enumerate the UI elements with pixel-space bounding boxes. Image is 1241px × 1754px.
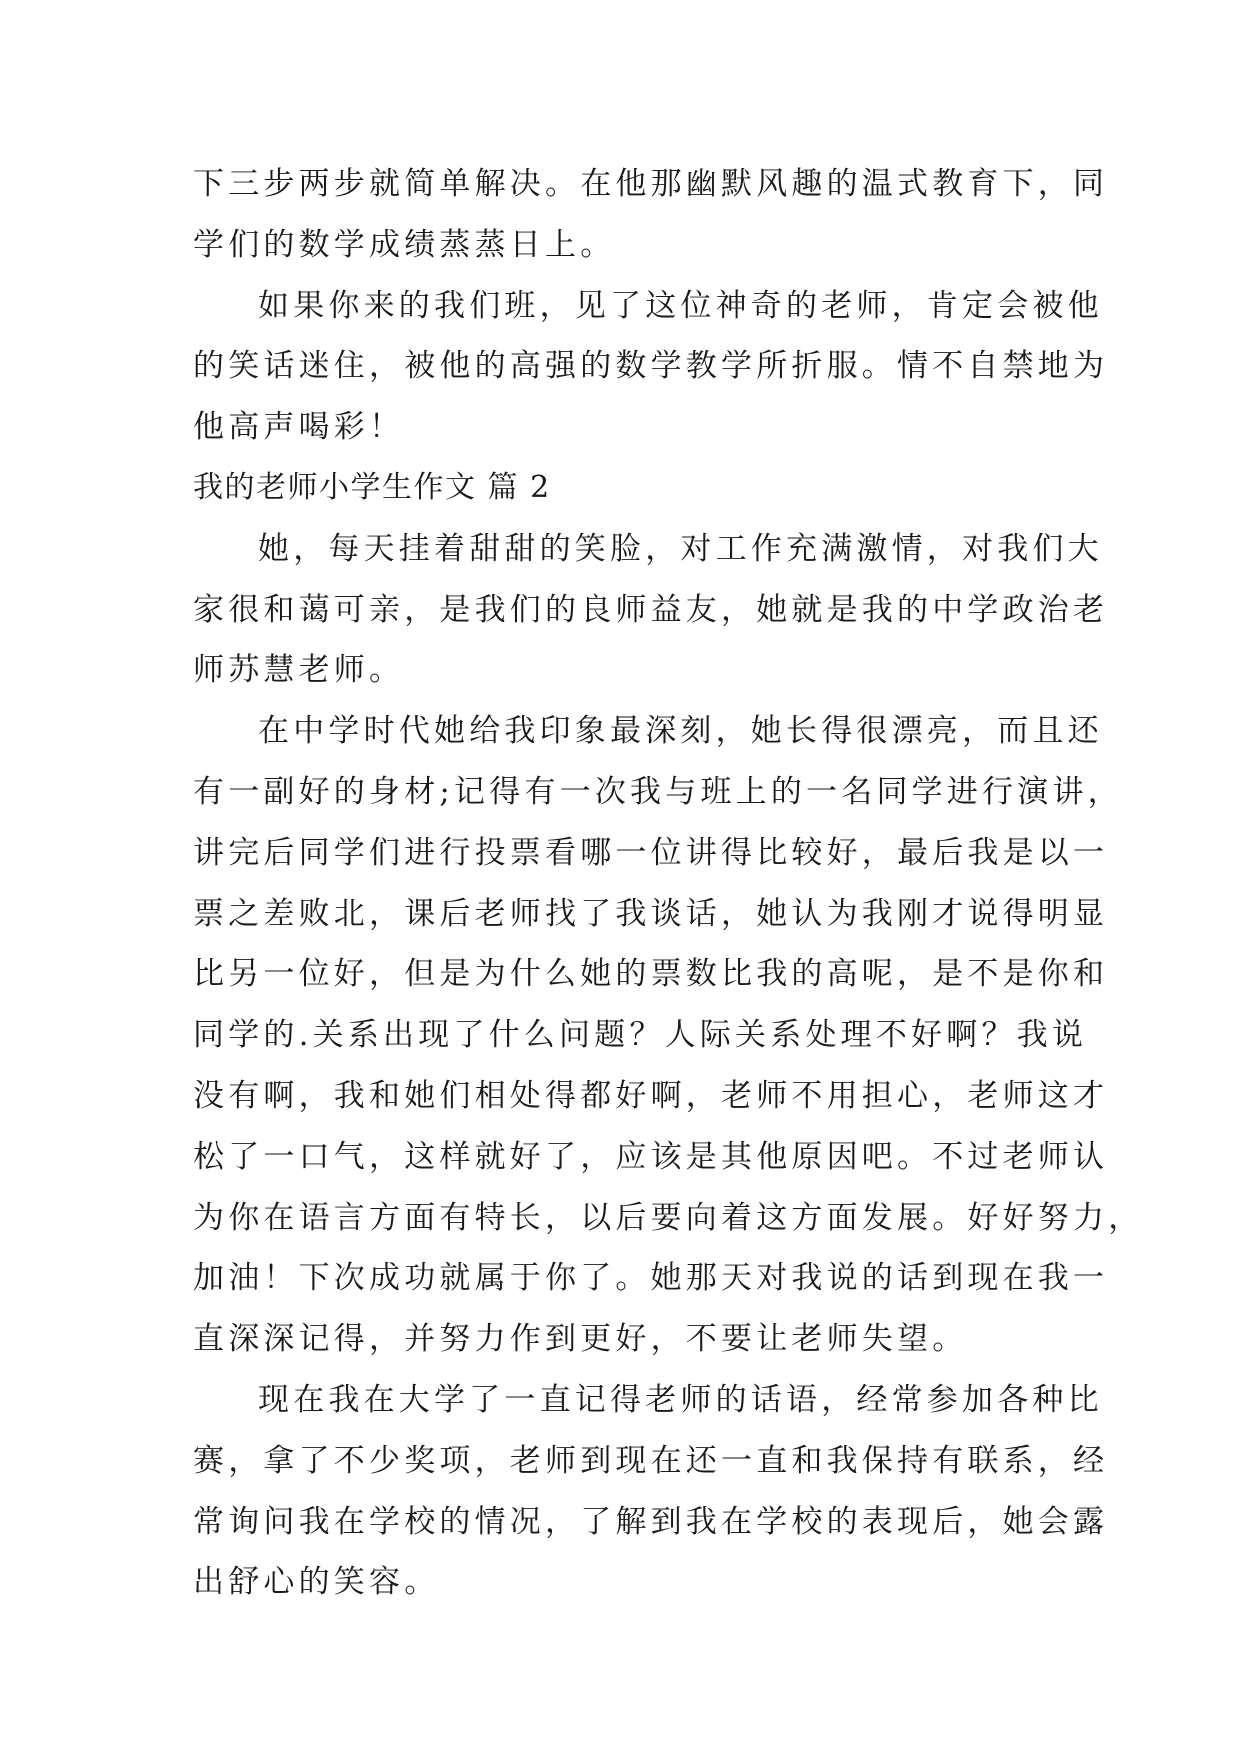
paragraph-line: 松了一口气，这样就好了，应该是其他原因吧。不过老师认	[193, 1138, 1109, 1175]
paragraph-line: 直深深记得，并努力作到更好，不要让老师失望。	[193, 1321, 968, 1358]
section-heading	[193, 458, 1051, 519]
paragraph	[193, 154, 1109, 276]
paragraph-line: 在中学时代她给我印象最深刻，她长得很漂亮，而且还	[258, 713, 1103, 750]
paragraph-line: 如果你来的我们班，见了这位神奇的老师，肯定会被他	[258, 287, 1103, 324]
paragraph-line: 现在我在大学了一直记得老师的话语，经常参加各种比	[258, 1381, 1103, 1418]
paragraph-line: 她，每天挂着甜甜的笑脸，对工作充满激情，对我们大	[258, 530, 1103, 567]
paragraph-line: 票之差败北，课后老师找了我谈话，她认为我刚才说得明显	[193, 895, 1109, 932]
paragraph-line: 赛，拿了不少奖项，老师到现在还一直和我保持有联系，经	[193, 1442, 1109, 1479]
paragraph	[193, 519, 1109, 701]
heading-text: 我的老师小学生作文 篇 2	[193, 469, 551, 505]
paragraph-line: 的笑话迷住，被他的高强的数学教学所折服。情不自禁地为	[193, 348, 1109, 385]
paragraph-line: 常询问我在学校的情况，了解到我在学校的表现后，她会露	[193, 1503, 1109, 1540]
paragraph-line: 讲完后同学们进行投票看哪一位讲得比较好，最后我是以一	[193, 834, 1109, 871]
paragraph-line: 家很和蔼可亲，是我们的良师益友，她就是我的中学政治老	[193, 591, 1109, 628]
paragraph-line: 出舒心的笑容。	[193, 1564, 440, 1601]
paragraph-line: 为你在语言方面有特长，以后要向着这方面发展。好好努力，	[193, 1199, 1144, 1236]
paragraph-line: 学们的数学成绩蒸蒸日上。	[193, 226, 616, 263]
paragraph-line: 加油！下次成功就属于你了。她那天对我说的话到现在我一	[193, 1260, 1109, 1297]
paragraph-line: 师苏慧老师。	[193, 652, 405, 689]
paragraph-line: 他高声喝彩！	[193, 409, 405, 446]
paragraph	[193, 701, 1144, 1370]
paragraph-line: 没有啊，我和她们相处得都好啊，老师不用担心，老师这才	[193, 1077, 1109, 1114]
paragraph	[193, 276, 1109, 458]
paragraph-line: 有一副好的身材;记得有一次我与班上的一名同学进行演讲，	[193, 773, 1123, 810]
document-body	[193, 154, 1144, 1613]
paragraph-line: 同学的.关系出现了什么问题？人际关系处理不好啊？我说	[193, 1017, 1088, 1054]
paragraph	[193, 1370, 1109, 1613]
paragraph-line: 下三步两步就简单解决。在他那幽默风趣的温式教育下，同	[193, 166, 1109, 202]
paragraph-line: 比另一位好，但是为什么她的票数比我的高呢，是不是你和	[193, 956, 1109, 993]
